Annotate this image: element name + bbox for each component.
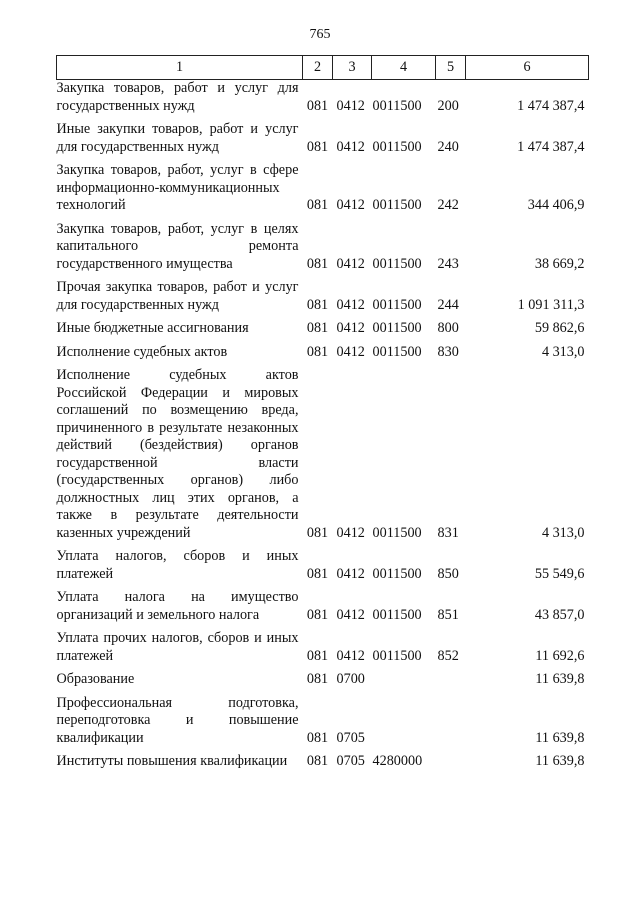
row-amount: 43 857,0 bbox=[534, 606, 585, 623]
table-body bbox=[57, 80, 589, 771]
row-section-code: 0705 bbox=[336, 729, 365, 746]
row-expense-type: 240 bbox=[437, 138, 459, 155]
row-target-code: 0011500 bbox=[372, 255, 422, 272]
row-amount: 1 474 387,4 bbox=[517, 97, 585, 114]
row-section-code: 0412 bbox=[336, 524, 365, 541]
row-ministry-code: 081 bbox=[306, 524, 329, 541]
row-target-code bbox=[372, 665, 436, 689]
row-name: Закупка товаров, работ и услуг для государственных нужд bbox=[56, 80, 299, 114]
row-amount: 55 549,6 bbox=[534, 565, 585, 582]
row-ministry-code: 081 bbox=[306, 753, 329, 769]
table-row bbox=[57, 80, 589, 116]
row-section-code: 0412 bbox=[336, 565, 365, 582]
row-name: Исполнение судебных актов Российской Федерации и мировых соглашений по возмещению вреда, причиненного в результате незаконных действий (бездействия) органов государственной власти (государственных органов) либо должностных лиц этих органов, а также в результате деятельности казенных учреждений bbox=[56, 367, 299, 541]
row-name: Иные закупки товаров, работ и услуг для государственных нужд bbox=[56, 121, 299, 155]
row-amount: 1 091 311,3 bbox=[517, 296, 585, 313]
row-expense-type bbox=[436, 689, 466, 748]
row-name: Иные бюджетные ассигнования bbox=[56, 320, 249, 336]
row-expense-type: 242 bbox=[437, 197, 459, 213]
row-section-code: 0412 bbox=[336, 138, 365, 155]
row-expense-type: 830 bbox=[437, 343, 459, 360]
row-amount: 4 313,0 bbox=[541, 524, 585, 541]
row-name: Закупка товаров, работ, услуг в целях капитального ремонта государственного имущества bbox=[56, 220, 299, 272]
row-target-code: 0011500 bbox=[372, 343, 422, 360]
header-col-2: 2 bbox=[303, 56, 333, 80]
row-section-code: 0412 bbox=[336, 343, 365, 360]
row-section-code: 0412 bbox=[336, 296, 365, 313]
page-number: 765 bbox=[309, 27, 331, 42]
table-row bbox=[57, 665, 589, 689]
table-row bbox=[57, 583, 589, 624]
budget-table bbox=[56, 55, 589, 771]
row-target-code: 0011500 bbox=[372, 138, 422, 155]
row-name: Уплата налога на имущество организаций и земельного налога bbox=[56, 589, 299, 623]
row-section-code: 0412 bbox=[336, 320, 365, 336]
table-row bbox=[57, 338, 589, 362]
row-amount: 4 313,0 bbox=[541, 343, 585, 360]
row-section-code: 0412 bbox=[336, 197, 365, 213]
row-amount: 344 406,9 bbox=[527, 197, 585, 213]
row-name: Образование bbox=[56, 671, 135, 687]
row-name: Уплата прочих налогов, сборов и иных платежей bbox=[56, 630, 299, 664]
row-expense-type: 244 bbox=[437, 296, 459, 313]
header-col-6: 6 bbox=[466, 56, 589, 80]
row-expense-type: 852 bbox=[437, 647, 459, 664]
table-row bbox=[57, 542, 589, 583]
table-row bbox=[57, 361, 589, 542]
table-row bbox=[57, 215, 589, 274]
row-section-code: 0412 bbox=[336, 647, 365, 664]
row-target-code: 0011500 bbox=[372, 606, 422, 623]
row-target-code: 0011500 bbox=[372, 320, 422, 336]
row-ministry-code: 081 bbox=[306, 138, 329, 155]
header-col-4: 4 bbox=[372, 56, 436, 80]
header-col-1: 1 bbox=[57, 56, 303, 80]
table-row bbox=[57, 156, 589, 215]
row-amount: 11 639,8 bbox=[535, 671, 585, 687]
row-section-code: 0705 bbox=[336, 753, 365, 769]
row-target-code bbox=[372, 689, 436, 748]
table-row bbox=[57, 115, 589, 156]
row-name: Профессиональная подготовка, переподготовка и повышение квалификации bbox=[56, 694, 299, 746]
row-ministry-code: 081 bbox=[306, 647, 329, 664]
row-ministry-code: 081 bbox=[306, 606, 329, 623]
table-row bbox=[57, 747, 589, 771]
table-row bbox=[57, 689, 589, 748]
row-target-code: 0011500 bbox=[372, 524, 422, 541]
row-name: Закупка товаров, работ, услуг в сфере информационно-коммуникационных технологий bbox=[56, 162, 299, 213]
table-row bbox=[57, 273, 589, 314]
table-row bbox=[57, 314, 589, 338]
table-header bbox=[57, 56, 589, 80]
row-target-code: 0011500 bbox=[372, 647, 422, 664]
row-amount: 11 639,8 bbox=[535, 753, 585, 769]
row-ministry-code: 081 bbox=[306, 320, 329, 336]
row-name: Институты повышения квалификации bbox=[56, 753, 288, 769]
row-target-code: 0011500 bbox=[372, 197, 422, 213]
table-row bbox=[57, 624, 589, 665]
row-name: Уплата налогов, сборов и иных платежей bbox=[56, 548, 299, 582]
row-expense-type bbox=[436, 747, 466, 771]
row-ministry-code: 081 bbox=[306, 343, 329, 360]
row-ministry-code: 081 bbox=[306, 729, 329, 746]
row-section-code: 0700 bbox=[336, 671, 365, 687]
row-section-code: 0412 bbox=[336, 606, 365, 623]
row-amount: 38 669,2 bbox=[534, 255, 585, 272]
row-amount: 11 692,6 bbox=[535, 647, 585, 664]
row-expense-type: 200 bbox=[437, 97, 459, 114]
row-target-code: 0011500 bbox=[372, 565, 422, 582]
row-ministry-code: 081 bbox=[306, 97, 329, 114]
row-ministry-code: 081 bbox=[306, 671, 329, 687]
row-expense-type: 831 bbox=[437, 524, 459, 541]
row-name: Прочая закупка товаров, работ и услуг для государственных нужд bbox=[56, 279, 299, 313]
row-target-code: 0011500 bbox=[372, 296, 422, 313]
row-ministry-code: 081 bbox=[306, 197, 329, 213]
row-amount: 1 474 387,4 bbox=[517, 138, 585, 155]
row-target-code: 0011500 bbox=[372, 97, 422, 114]
row-expense-type bbox=[436, 665, 466, 689]
row-expense-type: 851 bbox=[437, 606, 459, 623]
row-ministry-code: 081 bbox=[306, 565, 329, 582]
row-amount: 59 862,6 bbox=[534, 320, 585, 336]
row-ministry-code: 081 bbox=[306, 255, 329, 272]
row-amount: 11 639,8 bbox=[535, 729, 585, 746]
row-section-code: 0412 bbox=[336, 97, 365, 114]
row-expense-type: 800 bbox=[437, 320, 459, 336]
row-name: Исполнение судебных актов bbox=[56, 343, 228, 360]
row-section-code: 0412 bbox=[336, 255, 365, 272]
header-col-3: 3 bbox=[333, 56, 372, 80]
header-col-5: 5 bbox=[436, 56, 466, 80]
row-ministry-code: 081 bbox=[306, 296, 329, 313]
row-expense-type: 850 bbox=[437, 565, 459, 582]
row-expense-type: 243 bbox=[437, 255, 459, 272]
row-target-code: 4280000 bbox=[372, 753, 423, 769]
